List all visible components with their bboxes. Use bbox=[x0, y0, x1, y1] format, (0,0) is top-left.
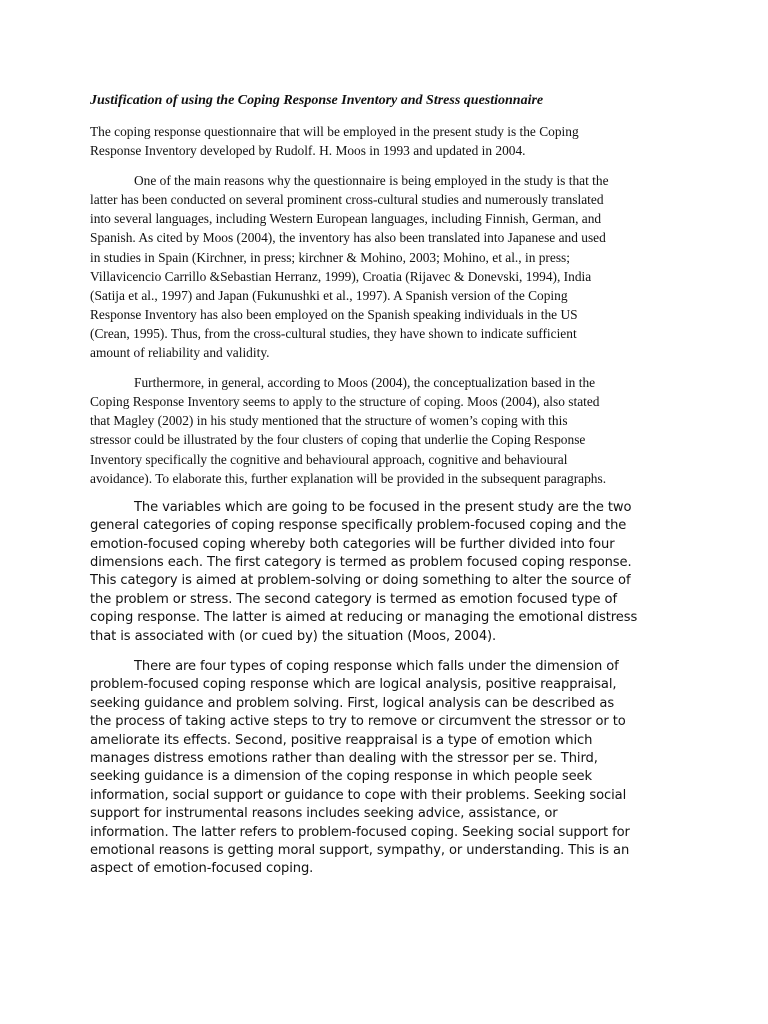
text-line: manages distress emotions rather than dealing with the stressor per se. Third, bbox=[90, 750, 598, 766]
text-line: that Magley (2002) in his study mentioned that the structure of women’s coping with this bbox=[90, 413, 568, 429]
text-line: ameliorate its effects. Second, positive reappraisal is a type of emotion which bbox=[90, 732, 593, 748]
document-page bbox=[90, 92, 682, 891]
text-line: the process of taking active steps to try to remove or circumvent the stressor or to bbox=[90, 714, 626, 730]
text-line: aspect of emotion-focused coping. bbox=[90, 861, 314, 877]
text-line: dimensions each. The first category is termed as problem focused coping response. bbox=[90, 554, 632, 570]
text-line: in studies in Spain (Kirchner, in press; kirchner & Mohino, 2003; Mohino, et al., in press; bbox=[90, 249, 570, 265]
text-line: Furthermore, in general, according to Moos (2004), the conceptualization based in the bbox=[134, 375, 596, 391]
text-line: seeking guidance is a dimension of the coping response in which people seek bbox=[90, 769, 592, 785]
text-line: The variables which are going to be focused in the present study are the two bbox=[134, 499, 632, 515]
text-line: emotion-focused coping whereby both categories will be further divided into four bbox=[90, 536, 615, 552]
text-line: (Satija et al., 1997) and Japan (Fukunushki et al., 1997). A Spanish version of the Coping bbox=[90, 287, 568, 303]
text-line: The coping response questionnaire that will be employed in the present study is the Coping bbox=[90, 124, 579, 139]
text-line: that is associated with (or cued by) the situation (Moos, 2004). bbox=[90, 628, 497, 644]
text-line: emotional reasons is getting moral support, sympathy, or understanding. This is an bbox=[90, 843, 630, 858]
text-line: Inventory specifically the cognitive and behavioural approach, cognitive and behavioural bbox=[90, 451, 568, 467]
text-line: problem-focused coping response which are logical analysis, positive reappraisal, bbox=[90, 677, 617, 693]
text-line: Response Inventory has also been employed on the Spanish speaking individuals in the US bbox=[90, 306, 578, 322]
paragraph-variables bbox=[90, 499, 682, 646]
text-line: stressor could be illustrated by the four clusters of coping that underlie the Coping Response bbox=[90, 432, 586, 448]
text-line: One of the main reasons why the questionnaire is being employed in the study is that the bbox=[134, 173, 609, 189]
text-line: support for instrumental reasons includes seeking advice, assistance, or bbox=[90, 806, 558, 822]
text-line: information, social support or guidance to cope with their problems. Seeking social bbox=[90, 787, 627, 803]
paragraph-coping-types bbox=[90, 658, 682, 879]
text-line: into several languages, including Western European languages, including Finnish, German, and bbox=[90, 211, 602, 227]
text-line: seeking guidance and problem solving. First, logical analysis can be described as bbox=[90, 695, 615, 711]
text-line: general categories of coping response specifically problem-focused coping and the bbox=[90, 518, 627, 534]
document-title: Justification of using the Coping Response Inventory and Stress questionnaire bbox=[90, 93, 544, 108]
paragraph-reasons bbox=[90, 171, 682, 362]
text-line: information. The latter refers to problem-focused coping. Seeking social support for bbox=[90, 824, 630, 840]
text-line: Coping Response Inventory seems to apply to the structure of coping. Moos (2004), also stated bbox=[90, 394, 600, 410]
text-line: latter has been conducted on several prominent cross-cultural studies and numerously translated bbox=[90, 192, 604, 208]
text-line: This category is aimed at problem-solving or doing something to alter the source of bbox=[90, 573, 631, 589]
text-line: Spanish. As cited by Moos (2004), the inventory has also been translated into Japanese and used bbox=[90, 230, 606, 246]
text-line: the problem or stress. The second category is termed as emotion focused type of bbox=[90, 591, 617, 607]
text-line: (Crean, 1995). Thus, from the cross-cultural studies, they have shown to indicate sufficient bbox=[90, 325, 577, 341]
text-line: There are four types of coping response which falls under the dimension of bbox=[134, 658, 619, 674]
text-line: avoidance). To elaborate this, further explanation will be provided in the subsequent paragraphs. bbox=[90, 470, 607, 486]
text-line: coping response. The latter is aimed at reducing or managing the emotional distress bbox=[90, 610, 638, 626]
paragraph-intro bbox=[90, 122, 682, 160]
text-line: Response Inventory developed by Rudolf. H. Moos in 1993 and updated in 2004. bbox=[90, 143, 526, 159]
text-line: Villavicencio Carrillo &Sebastian Herranz, 1999), Croatia (Rijavec & Donevski, 1994), India bbox=[90, 268, 592, 284]
paragraph-conceptualization bbox=[90, 373, 682, 488]
text-line: amount of reliability and validity. bbox=[90, 345, 270, 361]
